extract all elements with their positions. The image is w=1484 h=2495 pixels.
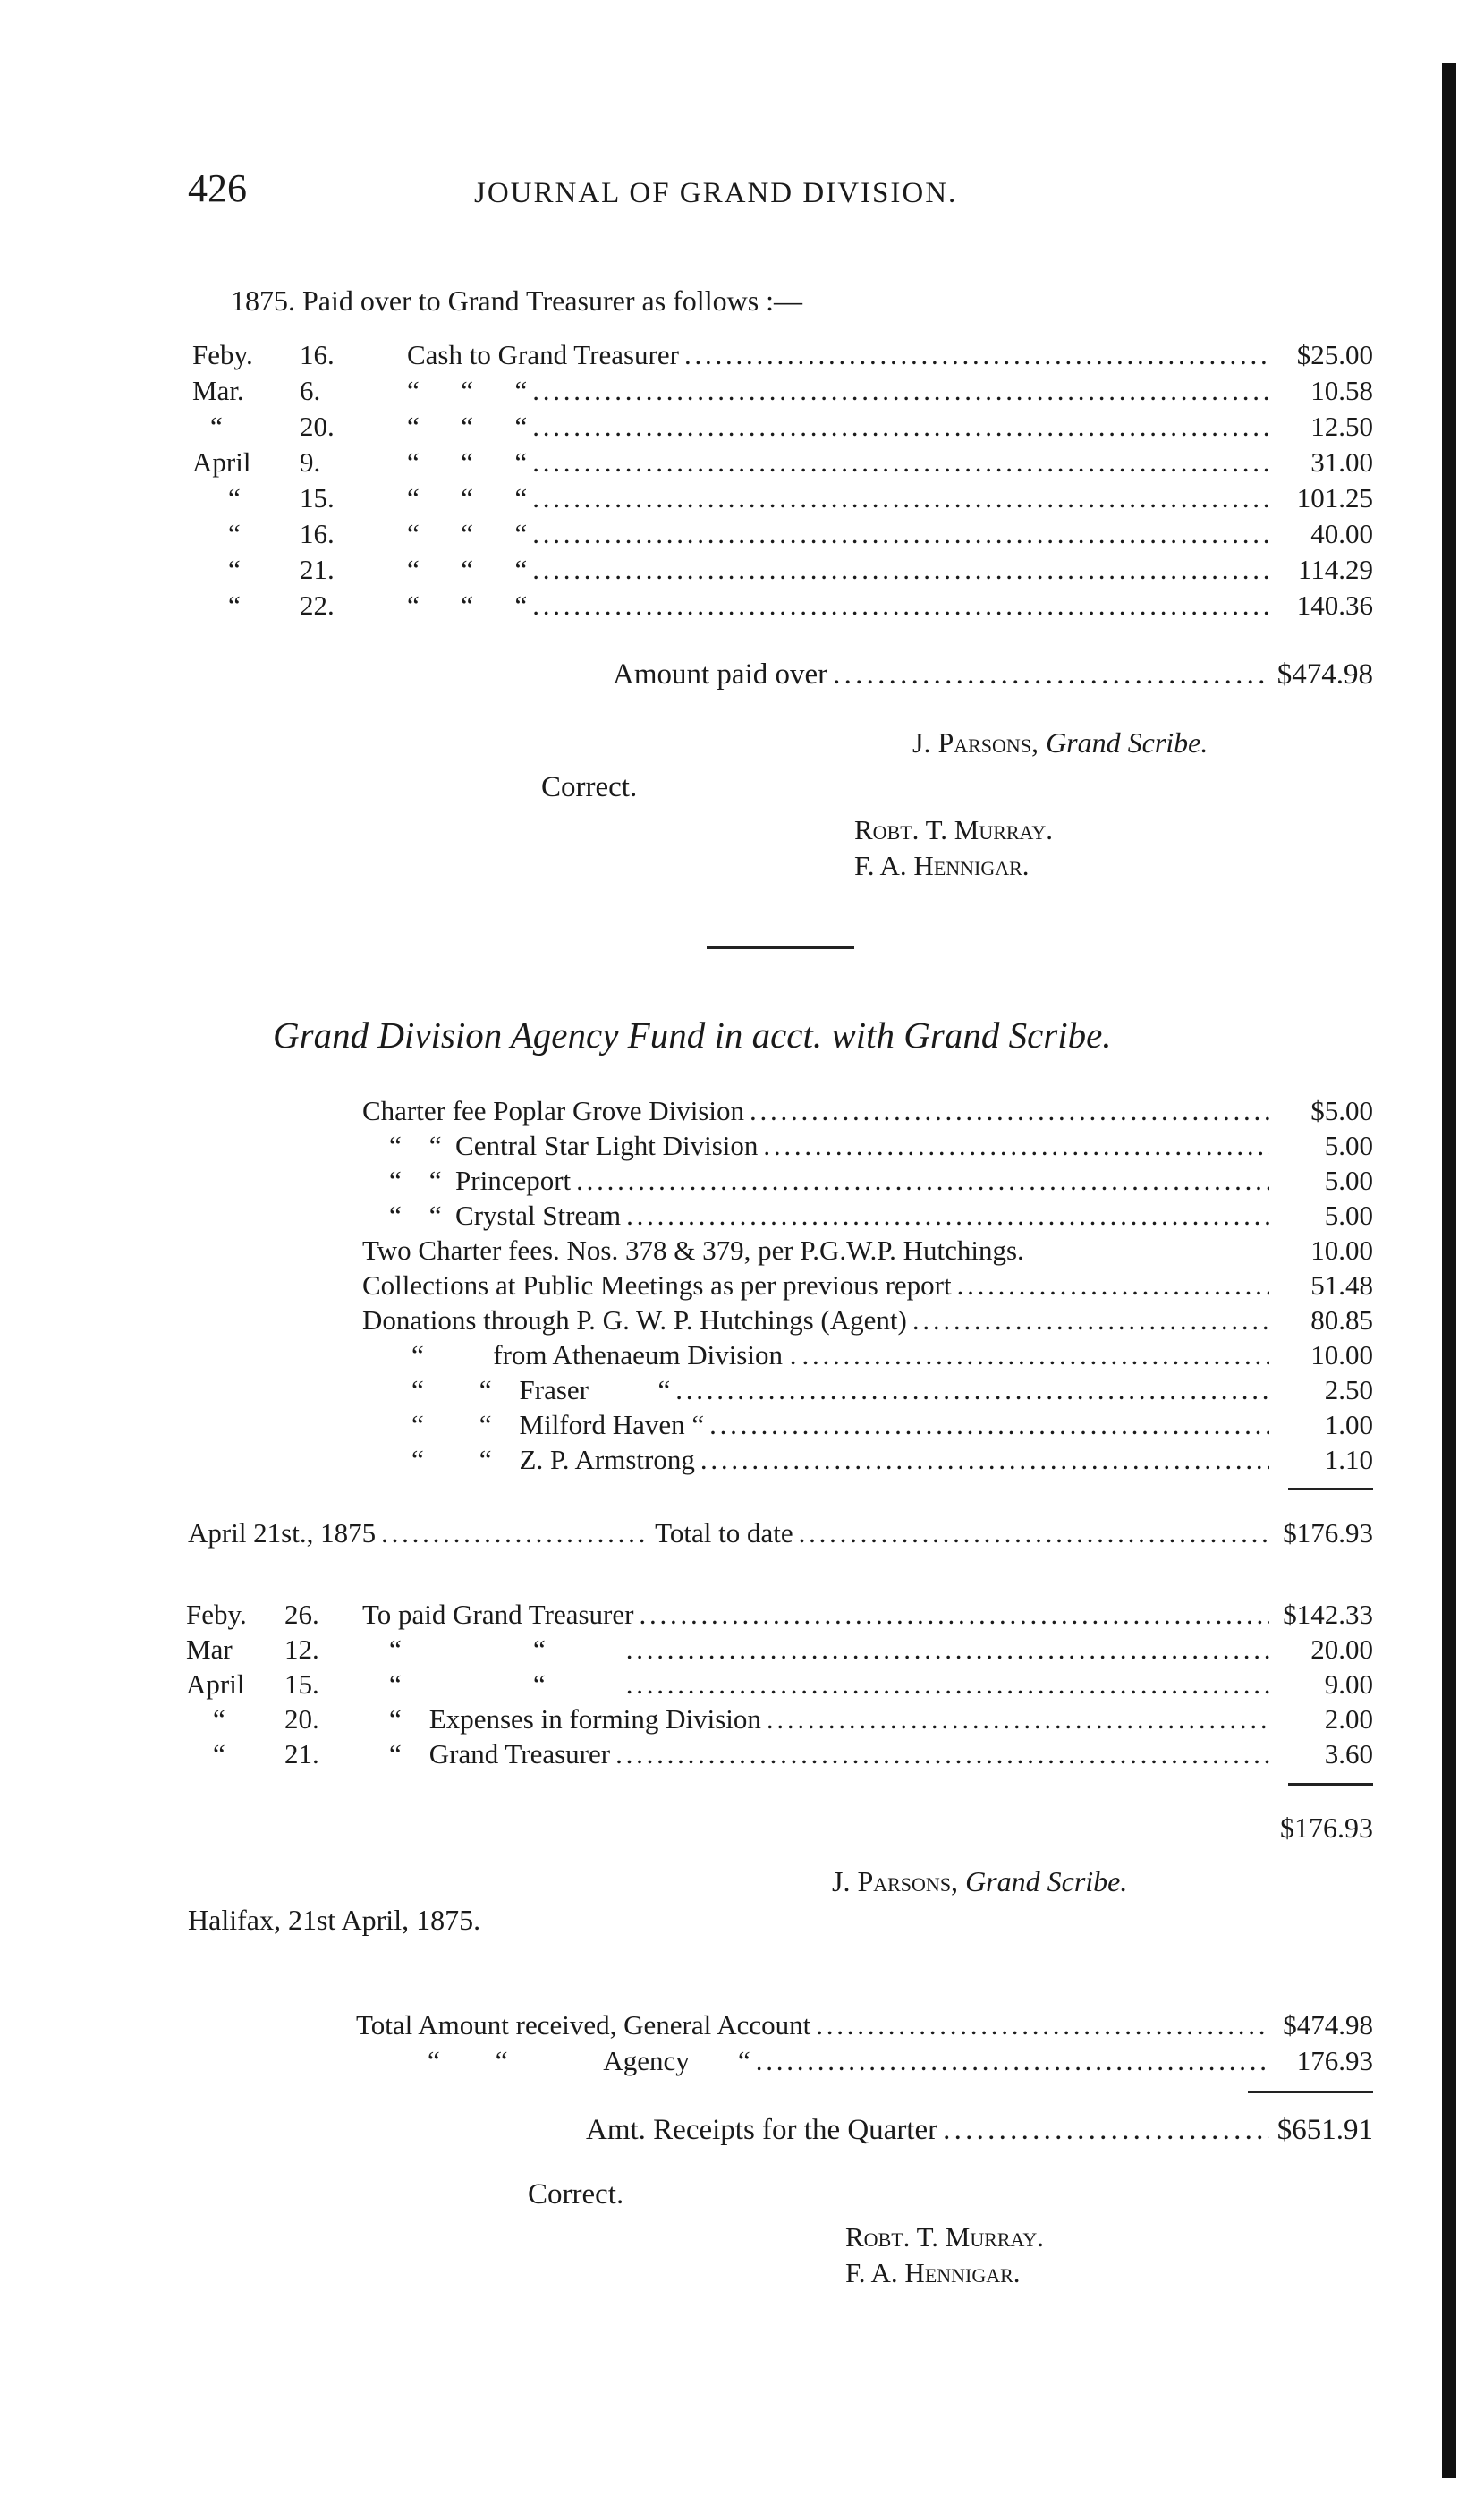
receipt-desc: “ “ Crystal Stream bbox=[389, 1200, 622, 1231]
receipt-desc: “ “ Central Star Light Division bbox=[389, 1130, 759, 1161]
receipt-amount: 5.00 bbox=[1324, 1165, 1373, 1196]
receipt-row bbox=[362, 1199, 1373, 1233]
summary-amount: $474.98 bbox=[1283, 2009, 1373, 2041]
leader-dots bbox=[532, 446, 1269, 479]
leader-dots bbox=[381, 1516, 649, 1550]
summary-row bbox=[356, 2008, 1373, 2042]
summary-desc: Total Amount received, General Account bbox=[356, 2009, 811, 2041]
receipt-amount: 80.85 bbox=[1310, 1304, 1373, 1336]
receipt-row bbox=[362, 1338, 1373, 1372]
payment-desc: “ “ “ bbox=[407, 482, 528, 513]
expense-amount: 2.00 bbox=[1324, 1703, 1373, 1735]
expenses-total: $176.93 bbox=[1280, 1812, 1373, 1844]
payment-row bbox=[192, 338, 1373, 372]
payment-amount: 114.29 bbox=[1297, 554, 1373, 585]
payment-month: “ bbox=[210, 411, 223, 442]
amount-paid-row bbox=[613, 658, 1373, 692]
receipt-row bbox=[362, 1443, 1373, 1477]
amount-paid-value: $474.98 bbox=[1276, 658, 1373, 691]
leader-dots bbox=[767, 1702, 1269, 1736]
receipt-desc: Collections at Public Meetings as per previous report bbox=[362, 1269, 952, 1301]
payment-day: 6. bbox=[300, 375, 321, 406]
payment-desc: “ “ “ bbox=[407, 446, 528, 478]
receipt-amount: 2.50 bbox=[1324, 1374, 1373, 1405]
receipt-desc: Two Charter fees. Nos. 378 & 379, per P.G.W.P. Hutchings. bbox=[362, 1235, 1024, 1266]
expense-row bbox=[186, 1668, 1373, 1702]
auditor-name: F. A. Hennigar. bbox=[845, 2257, 1021, 2288]
payment-desc: “ “ “ bbox=[407, 411, 528, 442]
receipt-amount: 5.00 bbox=[1324, 1130, 1373, 1161]
receipt-amount: 10.00 bbox=[1310, 1339, 1373, 1371]
leader-dots bbox=[957, 1269, 1269, 1303]
leader-dots bbox=[700, 1443, 1269, 1477]
receipt-amount: 1.10 bbox=[1324, 1444, 1373, 1475]
payment-row bbox=[192, 553, 1373, 587]
expense-day: 20. bbox=[284, 1703, 319, 1735]
total-date: April 21st., 1875 bbox=[188, 1517, 377, 1549]
receipt-amount: 1.00 bbox=[1324, 1409, 1373, 1440]
payment-amount: 101.25 bbox=[1296, 482, 1373, 513]
auditor-name: F. A. Hennigar. bbox=[854, 850, 1030, 881]
leader-dots bbox=[816, 2008, 1269, 2042]
receipt-row bbox=[362, 1408, 1373, 1442]
payment-amount: $25.00 bbox=[1296, 339, 1373, 370]
payment-day: 16. bbox=[300, 339, 335, 370]
payment-row bbox=[192, 589, 1373, 623]
total-label: Total to date bbox=[655, 1517, 793, 1549]
payment-desc: “ “ “ bbox=[407, 518, 528, 549]
expense-amount: 20.00 bbox=[1310, 1634, 1373, 1665]
payment-desc: “ “ “ bbox=[407, 590, 528, 621]
leader-dots bbox=[912, 1303, 1269, 1337]
expense-month: “ bbox=[213, 1738, 225, 1769]
scribe-title: Grand Scribe. bbox=[965, 1865, 1128, 1897]
payment-month: April bbox=[192, 446, 251, 478]
payment-day: 21. bbox=[300, 554, 335, 585]
expense-day: 26. bbox=[284, 1599, 319, 1630]
leader-dots bbox=[532, 589, 1269, 623]
expense-day: 12. bbox=[284, 1634, 319, 1665]
leader-dots bbox=[799, 1516, 1269, 1550]
leader-dots bbox=[833, 658, 1269, 692]
leader-dots bbox=[943, 2113, 1269, 2147]
payment-amount: 40.00 bbox=[1310, 518, 1373, 549]
total-rule bbox=[1288, 1488, 1373, 1490]
summary-amount: 176.93 bbox=[1296, 2045, 1373, 2076]
summary-row bbox=[356, 2044, 1373, 2078]
total-to-date-row bbox=[188, 1516, 1373, 1550]
auditor-name: Robt. T. Murray. bbox=[845, 2221, 1045, 2253]
receipt-row bbox=[362, 1129, 1373, 1163]
leader-dots bbox=[750, 1094, 1269, 1128]
receipt-desc: Donations through P. G. W. P. Hutchings (Agent) bbox=[362, 1304, 907, 1336]
expense-desc: “ Expenses in forming Division bbox=[389, 1703, 761, 1735]
leader-dots bbox=[763, 1129, 1269, 1163]
expense-row bbox=[186, 1633, 1373, 1667]
expense-desc: “ “ bbox=[389, 1668, 546, 1700]
auditor-name: Robt. T. Murray. bbox=[854, 814, 1054, 845]
scribe-name: J. Parsons, bbox=[832, 1865, 959, 1897]
expense-day: 15. bbox=[284, 1668, 319, 1700]
expense-row bbox=[186, 1702, 1373, 1736]
expense-desc: “ Grand Treasurer bbox=[389, 1738, 611, 1769]
quarter-total-amount: $651.91 bbox=[1276, 2114, 1373, 2146]
receipt-amount: 5.00 bbox=[1324, 1200, 1373, 1231]
receipt-desc: Charter fee Poplar Grove Division bbox=[362, 1095, 744, 1126]
leader-dots bbox=[756, 2044, 1269, 2078]
quarter-total-label: Amt. Receipts for the Quarter bbox=[586, 2114, 938, 2146]
expenses-rule bbox=[1288, 1783, 1373, 1786]
payment-month: Mar. bbox=[192, 375, 244, 406]
section-divider bbox=[707, 946, 854, 949]
receipt-desc: “ from Athenaeum Division . bbox=[411, 1339, 797, 1371]
payment-month: “ bbox=[228, 554, 241, 585]
payment-month: “ bbox=[228, 482, 241, 513]
payment-desc: Cash to Grand Treasurer bbox=[407, 339, 679, 370]
leader-dots bbox=[675, 1373, 1269, 1407]
page-number: 426 bbox=[188, 166, 247, 210]
signature-scribe bbox=[832, 1865, 1127, 1898]
receipt-row bbox=[362, 1303, 1373, 1337]
summary-rule bbox=[1248, 2091, 1373, 2093]
running-title: JOURNAL OF GRAND DIVISION. bbox=[474, 177, 958, 209]
summary-desc: “ “ Agency “ bbox=[428, 2045, 750, 2076]
scribe-title: Grand Scribe. bbox=[1046, 726, 1208, 759]
receipt-row bbox=[362, 1234, 1373, 1268]
receipt-row bbox=[362, 1269, 1373, 1303]
expense-desc: To paid Grand Treasurer bbox=[362, 1599, 634, 1630]
receipt-desc: “ “ Milford Haven “ bbox=[411, 1409, 705, 1440]
expense-day: 21. bbox=[284, 1738, 319, 1769]
payment-amount: 12.50 bbox=[1310, 411, 1373, 442]
expense-month: Mar bbox=[186, 1634, 233, 1665]
receipt-amount: 51.48 bbox=[1310, 1269, 1373, 1301]
place-date: Halifax, 21st April, 1875. bbox=[188, 1904, 481, 1936]
receipt-row bbox=[362, 1373, 1373, 1407]
expense-month: April bbox=[186, 1668, 245, 1700]
leader-dots bbox=[615, 1737, 1269, 1771]
payment-day: 15. bbox=[300, 482, 335, 513]
payment-row bbox=[192, 481, 1373, 515]
leader-dots bbox=[802, 1338, 1270, 1372]
leader-dots bbox=[626, 1199, 1269, 1233]
payment-row bbox=[192, 517, 1373, 551]
expense-amount: 3.60 bbox=[1324, 1738, 1373, 1769]
total-amount: $176.93 bbox=[1283, 1517, 1373, 1549]
payment-amount: 31.00 bbox=[1310, 446, 1373, 478]
payment-row bbox=[192, 410, 1373, 444]
expense-month: “ bbox=[213, 1703, 225, 1735]
leader-dots bbox=[626, 1668, 1269, 1702]
expense-row bbox=[186, 1598, 1373, 1632]
payment-day: 16. bbox=[300, 518, 335, 549]
amount-paid-label: Amount paid over bbox=[613, 658, 828, 691]
payment-amount: 140.36 bbox=[1296, 590, 1373, 621]
receipt-row bbox=[362, 1094, 1373, 1128]
quarter-total-row bbox=[586, 2113, 1373, 2147]
page-edge-shadow bbox=[1442, 63, 1456, 2478]
receipt-desc: “ “ Z. P. Armstrong bbox=[411, 1444, 695, 1475]
leader-dots bbox=[532, 374, 1269, 408]
expense-desc: “ “ bbox=[389, 1634, 546, 1665]
correct-label: Correct. bbox=[528, 2178, 624, 2211]
receipt-row bbox=[362, 1164, 1373, 1198]
expense-amount: $142.33 bbox=[1283, 1599, 1373, 1630]
leader-dots bbox=[532, 517, 1269, 551]
payment-day: 20. bbox=[300, 411, 335, 442]
leader-dots bbox=[532, 481, 1269, 515]
payment-day: 9. bbox=[300, 446, 321, 478]
leader-dots bbox=[532, 553, 1269, 587]
signature-scribe bbox=[912, 726, 1208, 760]
expense-row bbox=[186, 1737, 1373, 1771]
payment-month: “ bbox=[228, 590, 241, 621]
payment-day: 22. bbox=[300, 590, 335, 621]
receipt-amount: 10.00 bbox=[1310, 1235, 1373, 1266]
payment-desc: “ “ “ bbox=[407, 375, 528, 406]
intro-line: 1875. Paid over to Grand Treasurer as follows :— bbox=[231, 284, 803, 317]
scribe-name: J. Parsons, bbox=[912, 726, 1039, 759]
payment-month: “ bbox=[228, 518, 241, 549]
correct-label: Correct. bbox=[541, 771, 638, 803]
payment-row bbox=[192, 374, 1373, 408]
payment-amount: 10.58 bbox=[1310, 375, 1373, 406]
payment-month: Feby. bbox=[192, 339, 253, 370]
leader-dots bbox=[532, 410, 1269, 444]
receipt-desc: “ “ Fraser “ bbox=[411, 1374, 671, 1405]
leader-dots bbox=[576, 1164, 1269, 1198]
leader-dots bbox=[639, 1598, 1269, 1632]
leader-dots bbox=[709, 1408, 1269, 1442]
payment-desc: “ “ “ bbox=[407, 554, 528, 585]
expense-month: Feby. bbox=[186, 1599, 247, 1630]
leader-dots bbox=[626, 1633, 1269, 1667]
expense-amount: 9.00 bbox=[1324, 1668, 1373, 1700]
receipt-desc: “ “ Princeport bbox=[389, 1165, 572, 1196]
payment-row bbox=[192, 446, 1373, 479]
receipt-amount: $5.00 bbox=[1310, 1095, 1373, 1126]
agency-fund-title: Grand Division Agency Fund in acct. with Grand Scribe. bbox=[273, 1014, 1112, 1056]
leader-dots bbox=[684, 338, 1269, 372]
